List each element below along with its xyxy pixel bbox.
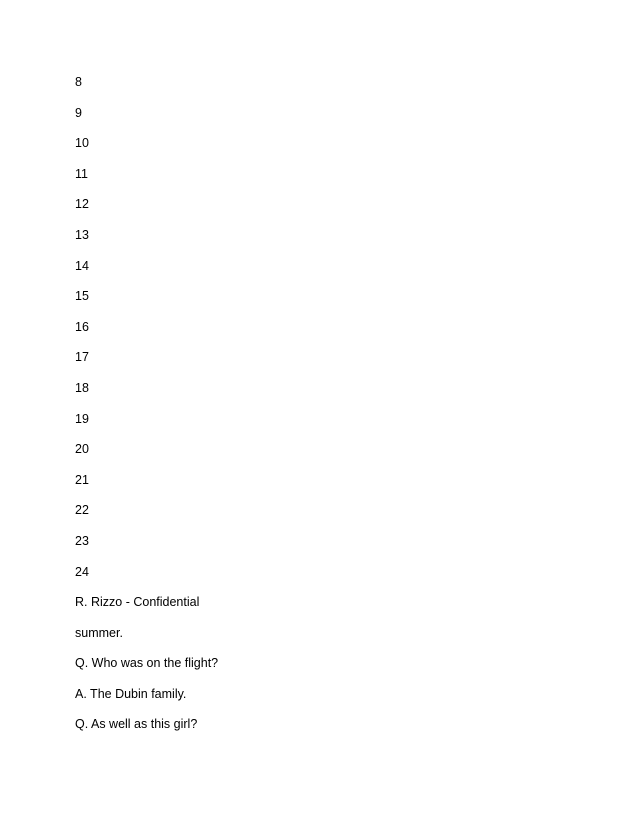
answer-line: A. The Dubin family. [75, 686, 187, 701]
line-number-23: 23 [75, 533, 89, 548]
line-number-17: 17 [75, 350, 89, 365]
line-number-18: 18 [75, 380, 89, 395]
line-number-14: 14 [75, 258, 89, 273]
line-number-19: 19 [75, 411, 89, 426]
question-line: Q. Who was on the flight? [75, 656, 219, 671]
line-number-12: 12 [75, 197, 89, 212]
line-number-8: 8 [75, 75, 82, 89]
transcript-lines [75, 72, 218, 745]
line-number-21: 21 [75, 472, 89, 487]
confidential-header: R. Rizzo - Confidential [75, 595, 200, 610]
line-number-15: 15 [75, 289, 89, 304]
line-number-13: 13 [75, 227, 89, 242]
line-number-20: 20 [75, 442, 89, 457]
question-line: Q. As well as this girl? [75, 717, 198, 732]
line-number-22: 22 [75, 503, 89, 518]
line-number-16: 16 [75, 319, 89, 334]
line-number-11: 11 [75, 166, 88, 181]
line-number-10: 10 [75, 136, 89, 151]
line-number-24: 24 [75, 564, 89, 579]
transcript-text-line: summer. [75, 625, 123, 640]
line-number-9: 9 [75, 105, 82, 120]
